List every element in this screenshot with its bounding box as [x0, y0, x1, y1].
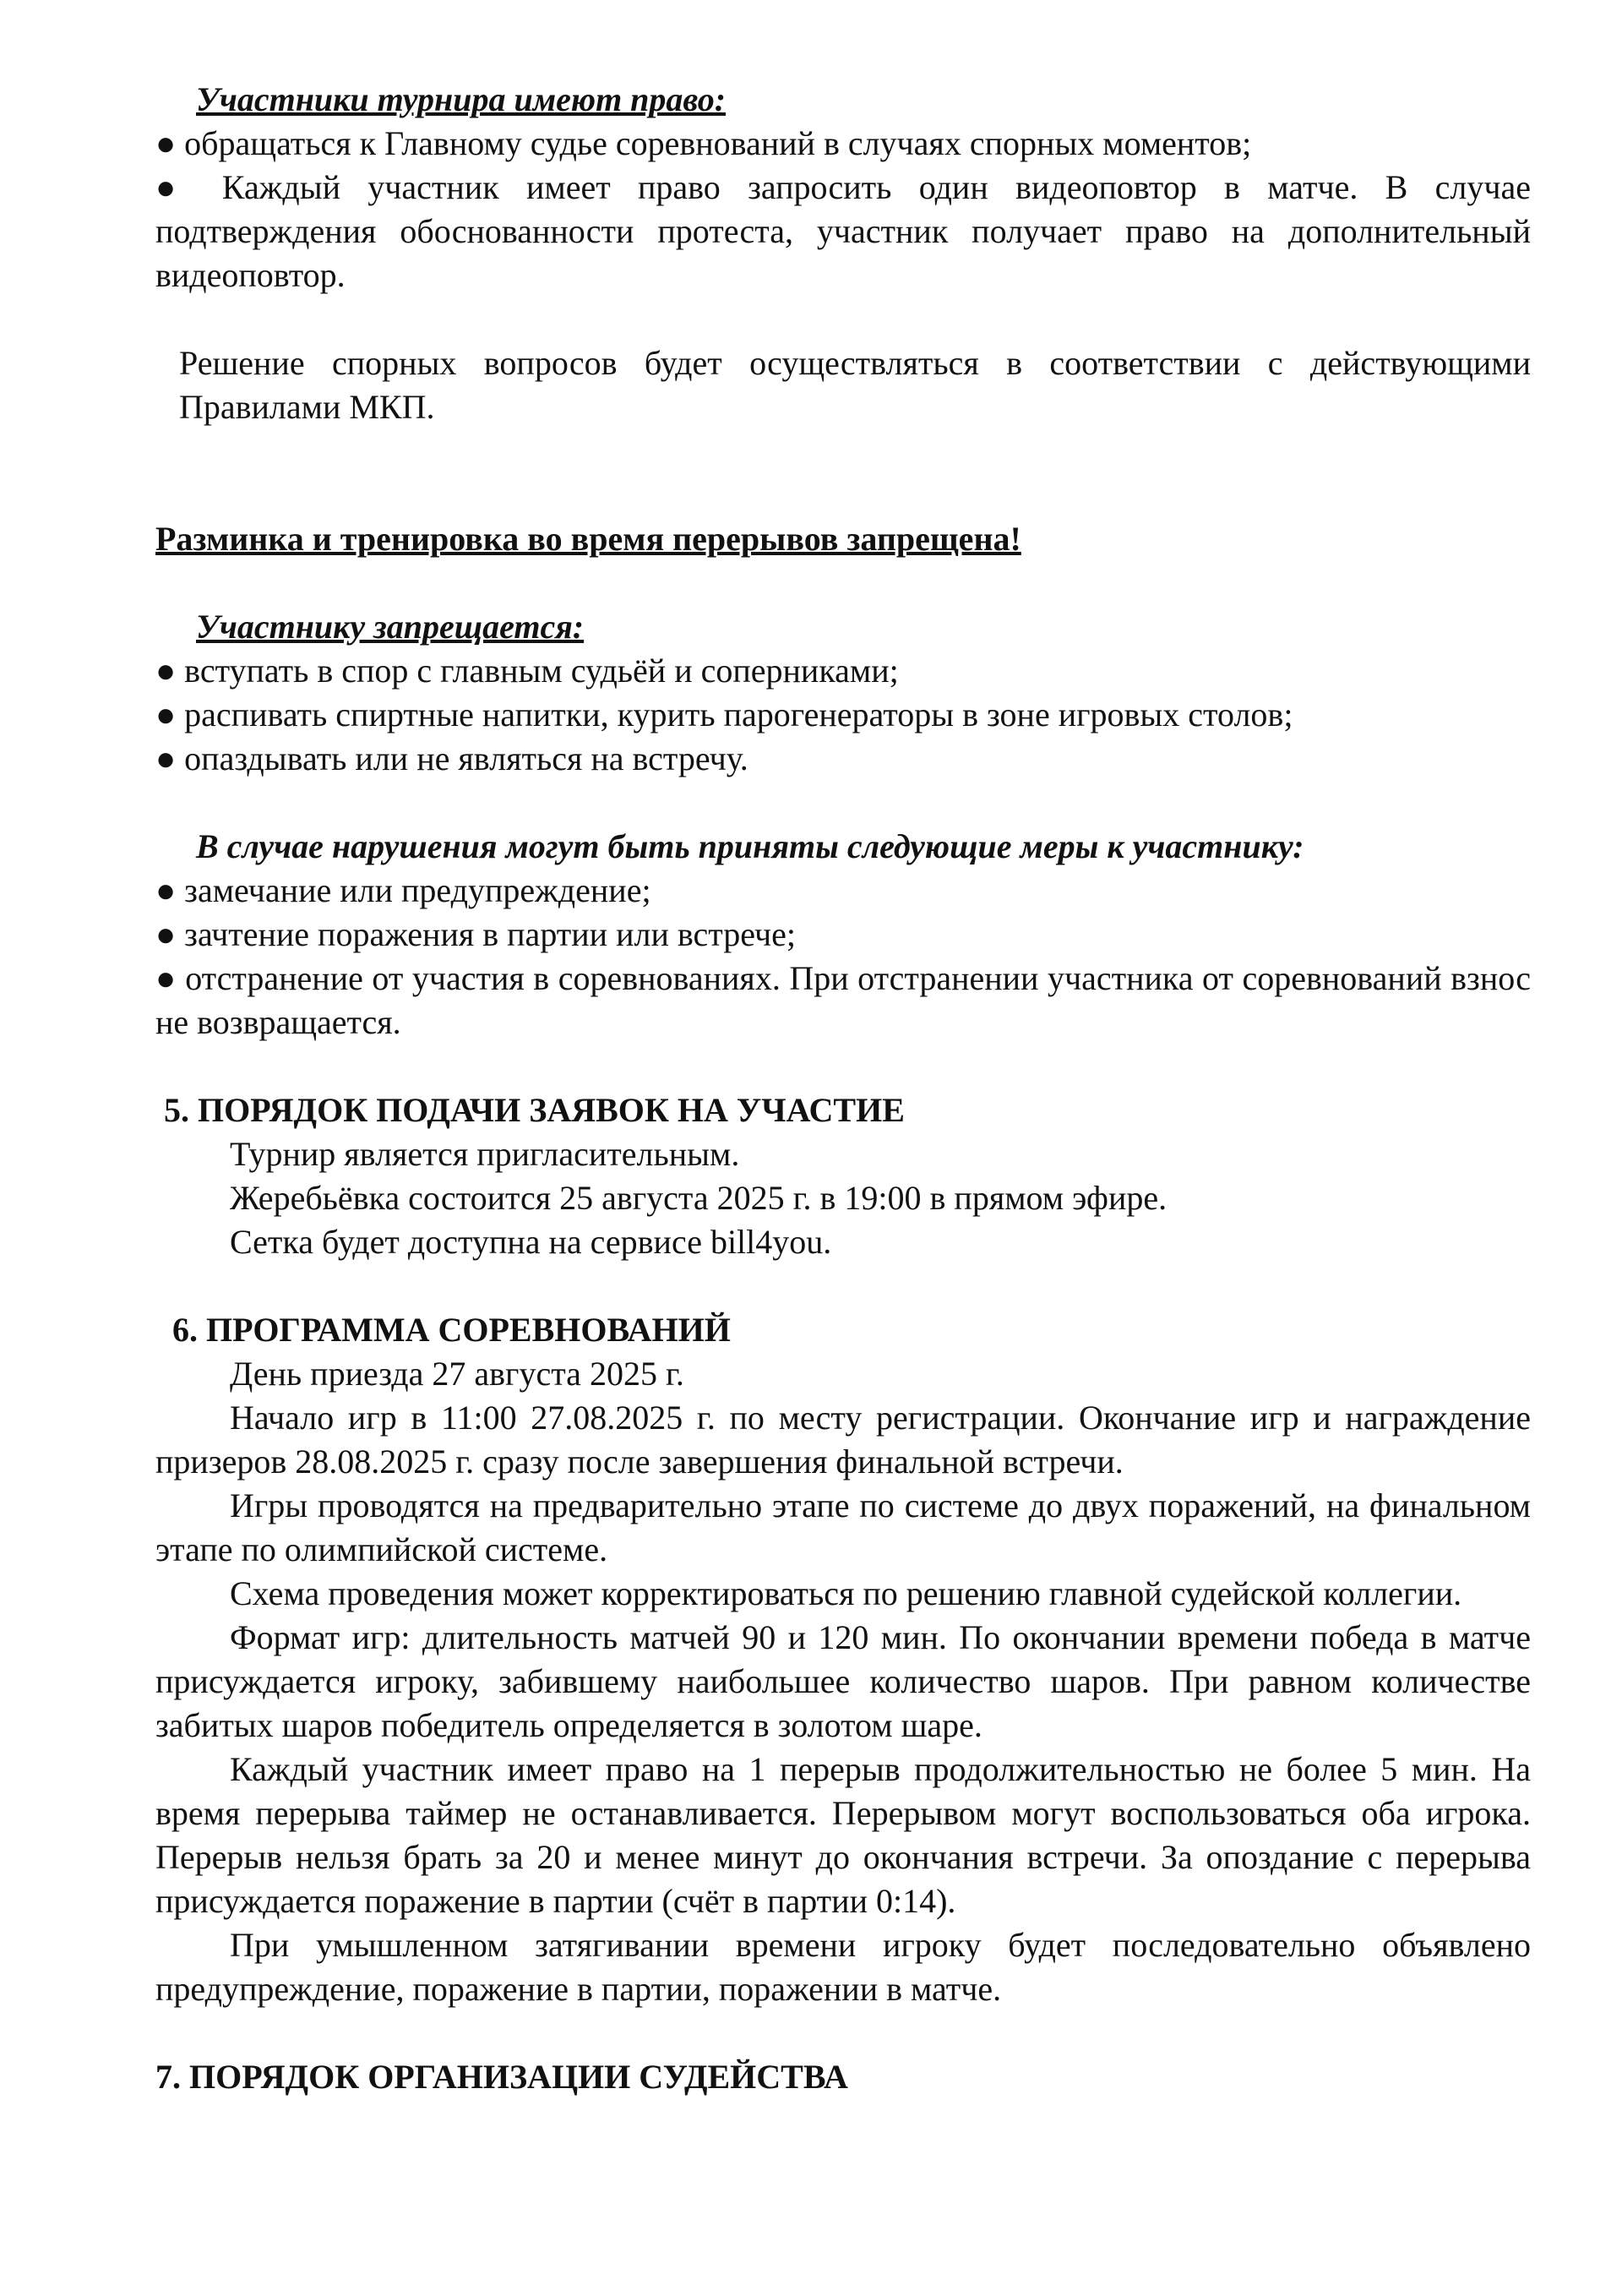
disputes-paragraph — [155, 341, 1531, 429]
rights-item-2: ● Каждый участник имеет право запросить один видеоповтор в матче. В случае подтверждения обоснованности протеста, участник получает право на дополнительный видеоповтор. — [155, 168, 1531, 294]
section-5-line-2: Жеребьёвка состоится 25 августа 2025 г. в 19:00 в прямом эфире. — [230, 1179, 1168, 1217]
section-7-title: 7. ПОРЯДОК ОРГАНИЗАЦИИ СУДЕЙСТВА — [155, 2058, 848, 2096]
violations-item-3: ● отстранение от участия в соревнованиях. При отстранении участника от соревнований взнос не возвращается. — [155, 959, 1531, 1041]
prohibited-item-2: ● распивать спиртные напитки, курить парогенераторы в зоне игровых столов; — [155, 695, 1293, 734]
prohibited-item-3: ● опаздывать или не являться на встречу. — [155, 739, 748, 777]
section-6-paragraph-6: Каждый участник имеет право на 1 перерыв продолжительностью не более 5 мин. На время перерыва таймер не останавливается. Перерывом могут воспользоваться оба игрока. Перерыв нельзя брать за 20 и менее минут до окончания встречи. За опоздание с перерыва присуждается поражение в партии (счёт в партии 0:14). — [155, 1750, 1531, 1920]
warmup-notice: Разминка и тренировка во время перерывов запрещена! — [155, 520, 1021, 558]
section-5-title: 5. ПОРЯДОК ПОДАЧИ ЗАЯВОК НА УЧАСТИЕ — [164, 1091, 905, 1129]
section-6-paragraph-3: Игры проводятся на предварительно этапе по системе до двух поражений, на финальном этапе по олимпийской системе. — [155, 1486, 1531, 1568]
section-6-paragraph-5: Формат игр: длительность матчей 90 и 120 мин. По окончании времени победа в матче присуждается игроку, забившему наибольшее количество шаров. При равном количестве забитых шаров победитель определяется в золотом шаре. — [155, 1618, 1531, 1744]
rights-heading: Участники турнира имеют право: — [196, 80, 727, 118]
disputes-text: Решение спорных вопросов будет осуществляться в соответствии с действующими Правилами МКП. — [179, 344, 1531, 426]
violations-item-1: ● замечание или предупреждение; — [155, 871, 651, 909]
violations-heading: В случае нарушения могут быть приняты следующие меры к участнику: — [196, 827, 1304, 865]
section-5-line-3: Сетка будет доступна на сервисе bill4you. — [230, 1223, 832, 1261]
section-6-paragraph-4: Схема проведения может корректироваться по решению главной судейской коллегии. — [230, 1574, 1462, 1612]
section-6-paragraph-7: При умышленном затягивании времени игроку будет последовательно объявлено предупреждение, поражение в партии, поражении в матче. — [155, 1926, 1531, 2008]
section-6-paragraph-1: День приезда 27 августа 2025 г. — [230, 1355, 684, 1393]
document-page — [155, 78, 1531, 2099]
rights-item-1: ● обращаться к Главному судье соревнований в случаях спорных моментов; — [155, 124, 1252, 162]
violations-item-2: ● зачтение поражения в партии или встрече; — [155, 915, 796, 953]
section-5-line-1: Турнир является пригласительным. — [230, 1135, 740, 1173]
section-6-paragraph-2: Начало игр в 11:00 27.08.2025 г. по месту регистрации. Окончание игр и награждение призеров 28.08.2025 г. сразу после завершения финальной встречи. — [155, 1399, 1531, 1481]
prohibited-heading: Участнику запрещается: — [196, 608, 585, 646]
section-6-title: 6. ПРОГРАММА СОРЕВНОВАНИЙ — [172, 1311, 731, 1349]
prohibited-item-1: ● вступать в спор с главным судьёй и соперниками; — [155, 652, 899, 690]
